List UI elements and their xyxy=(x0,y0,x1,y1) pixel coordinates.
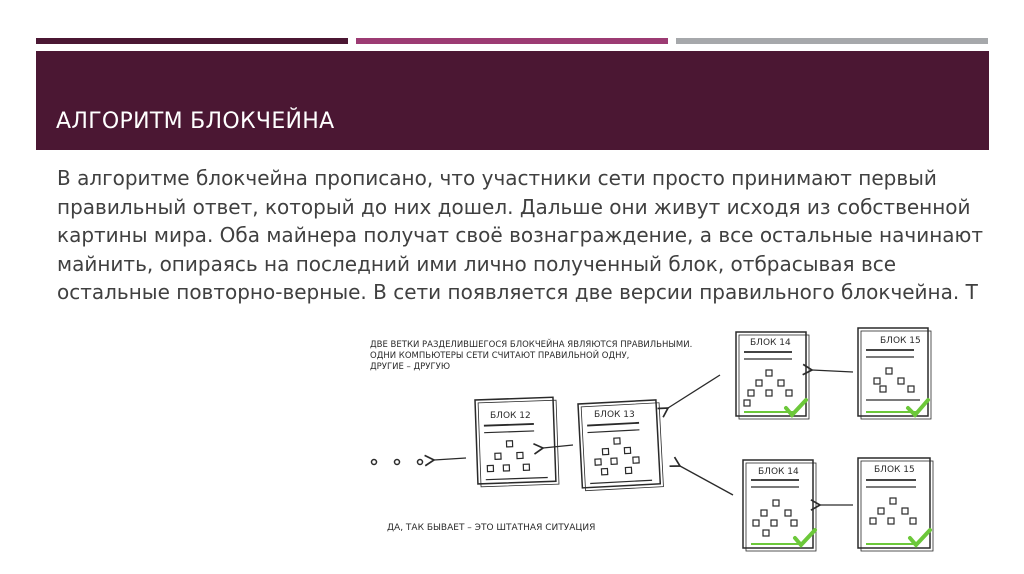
note-top-line1: ДВЕ ВЕТКИ РАЗДЕЛИВШЕГОСЯ БЛОКЧЕЙНА ЯВЛЯЮТСЯ ПРАВИЛЬНЫМИ. xyxy=(370,340,693,350)
note-top-line3: ДРУГИЕ – ДРУГУЮ xyxy=(370,362,450,372)
block-12-label: БЛОК 12 xyxy=(490,411,531,421)
ellipsis-dots xyxy=(372,460,423,465)
note-top-line2: ОДНИ КОМПЬЮТЕРЫ СЕТИ СЧИТАЮТ ПРАВИЛЬНОЙ ОДНУ, xyxy=(370,351,630,361)
block-15-bottom-label: БЛОК 15 xyxy=(874,465,915,475)
block-13-label: БЛОК 13 xyxy=(594,410,635,420)
block-15-top-label: БЛОК 15 xyxy=(880,336,921,346)
block-14-bottom-label: БЛОК 14 xyxy=(758,467,799,477)
slide-body-text: В алгоритме блокчейна прописано, что участники сети просто принимают первый правильный ответ, который до них дошел. Дальше они живут исходя из собственной картины мира. Оба майнера получат своё вознаграждение, а все остальные начинают майнить, опираясь на последний ими лично полученный блок, отбрасывая все остальные повторно-верные. В сети появляется две версии правильного блокчейна. Т xyxy=(57,166,984,304)
slide-title: АЛГОРИТМ БЛОКЧЕЙНА xyxy=(56,109,335,134)
block-14-top-label: БЛОК 14 xyxy=(750,338,791,348)
note-bottom: ДА, ТАК БЫВАЕТ – ЭТО ШТАТНАЯ СИТУАЦИЯ xyxy=(387,523,596,533)
